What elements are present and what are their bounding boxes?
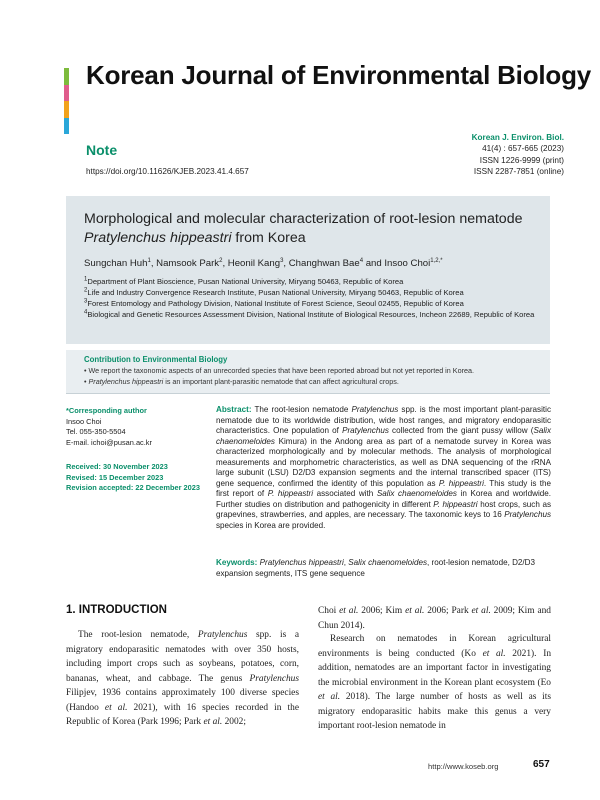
keyword-separator: , [343, 558, 349, 567]
abstract-italic: Salix chaenomeloides [376, 489, 457, 499]
abstract [216, 405, 551, 532]
journal-color-bar [64, 68, 69, 134]
author-separator: , [283, 258, 289, 269]
abstract-text: species in Korea are provided. [216, 521, 326, 531]
correspondence-block [66, 406, 216, 448]
title-part: from Korea [231, 230, 306, 246]
contribution-item [84, 377, 539, 388]
received-value: 30 November 2023 [100, 462, 168, 471]
corresponding-author-name: Insoo Choi [66, 416, 102, 426]
abstract-italic: Pratylenchus [351, 405, 399, 414]
accepted-label: Revision accepted: [66, 483, 134, 492]
color-stripe-blue [64, 118, 69, 135]
section-heading: 1. INTRODUCTION [66, 604, 167, 616]
body-text: Filipjev, 1936 contains approximately 100 diverse species (Handoo [66, 688, 299, 713]
author-name: Heonil Kang [227, 258, 281, 269]
abstract-italic: Salix chaenomeloides [216, 426, 551, 446]
accepted-date [66, 483, 216, 494]
author-affil-mark: 3 [280, 257, 284, 264]
abstract-italic: Pratylenchus [342, 426, 389, 436]
body-italic: et al. [203, 717, 223, 727]
affiliation-item [84, 287, 539, 298]
corresponding-author-heading: *Corresponding author [66, 406, 147, 415]
keyword-italic: Salix chaenomeloides [348, 558, 428, 567]
affiliation-number: 2 [84, 287, 88, 294]
abstract-text: Kimura) in the Andong area as part of a nematode survey in Korea was characterized morphologically and by molecular methods. The analysis of morphological measurements and morphometric characteristics, as well as DNA sequencing of the rRNA large subunit (LSU) D2/D3 expansion segments and the internal transcribed spacer (ITS) gene sequence, confirmed the identity of this population as [216, 436, 551, 488]
body-text: 2021), with 16 species recorded in the Republic of Korea (Park 1996; Park [66, 702, 299, 727]
intro-paragraph-continued [318, 604, 551, 633]
abstract-italic: Pratylenchus [504, 510, 551, 520]
keywords [216, 557, 551, 579]
volume-pages: 41(4) : 657-665 (2023) [482, 144, 564, 154]
abstract-text: in Korea and worldwide. Further studies on distribution and pathogenicity in different [216, 489, 551, 509]
keyword-text: , root-lesion nematode, D2/D3 expansion segments, ITS gene sequence [216, 558, 536, 578]
body-italic: et al. [318, 692, 341, 702]
revised-label: Revised: [66, 472, 97, 482]
abstract-italic: P. hippeastri [433, 499, 478, 509]
author-separator: , [150, 258, 157, 269]
footer-url[interactable]: http://www.koseb.org [428, 762, 499, 771]
affiliation-text: Forest Entomology and Pathology Division, National Institute of Forest Science, Seoul 02455, Republic of Korea [87, 299, 464, 308]
journal-info [472, 132, 564, 177]
affiliations [84, 276, 539, 320]
affiliation-number: 4 [84, 309, 88, 316]
author-and: and [363, 258, 385, 269]
author-affil-mark: 1 [147, 257, 151, 264]
contribution-text: We report the taxonomic aspects of an unrecorded species that have been reported abroad but not yet reported in Korea. [88, 366, 474, 375]
author-affil-mark: 1,2,* [430, 257, 443, 264]
body-italic: Pratylenchus [249, 673, 299, 684]
journal-title: Korean Journal of Environmental Biology [86, 60, 592, 90]
body-text: 2018). The large number of hosts as well as its migratory endoparasitic habits make this genus a very important root-lesion nematode in [318, 692, 551, 731]
color-stripe-pink [64, 85, 69, 102]
affiliation-text: Biological and Genetic Resources Assessment Division, National Institute of Biological Resources, Incheon 22689, Republic of Korea [87, 310, 535, 319]
author-name: Namsook Park [156, 258, 220, 269]
body-italic: et al. [471, 606, 491, 616]
author-affil-mark: 2 [219, 257, 223, 264]
body-italic: et al. [482, 648, 506, 659]
intro-paragraph [66, 628, 299, 730]
abstract-italic: P. hippeastri [438, 478, 484, 488]
article-type: Note [86, 142, 118, 158]
abstract-text: collected from the giant pussy willow ( [388, 426, 534, 436]
corresponding-author-email[interactable]: E-mail. ichoi@pusan.ac.kr [66, 437, 152, 447]
body-italic: et al. [405, 606, 425, 616]
color-stripe-orange [64, 101, 69, 118]
body-italic: Pratylenchus [197, 630, 248, 640]
abstract-text: . This study is the first report of [216, 478, 551, 499]
affiliation-item [84, 298, 539, 309]
affiliation-item [84, 276, 539, 287]
revised-value: 15 December 2023 [96, 472, 164, 482]
affiliation-number: 3 [84, 298, 88, 305]
author-list [84, 258, 443, 269]
keywords-label: Keywords: [216, 558, 258, 567]
received-label: Received: [66, 462, 101, 471]
title-species: Pratylenchus hippeastri [84, 230, 232, 246]
abstract-text: spp. is the most important plant-parasitic nematode due to its worldwide distribution, wide host ranges, and migratory endoparasitic characteristics. One population of [216, 405, 551, 436]
received-date [66, 462, 216, 473]
body-text: 2002; [222, 717, 246, 727]
body-text: 2006; Kim [358, 606, 406, 616]
contribution-item [84, 366, 539, 377]
author-name: Changhwan Bae [288, 258, 360, 269]
issn-print: ISSN 1226-9999 (print) [479, 155, 564, 165]
keyword-italic: Pratylenchus hippeastri [259, 558, 344, 567]
accepted-value: 22 December 2023 [133, 483, 200, 492]
body-text: Research on nematodes in Korean agricultural environments is being conducted (Ko [318, 634, 551, 659]
corresponding-author-tel: Tel. 055-350-5504 [66, 427, 126, 436]
abstract-text: host crops, such as grapevines, strawberries, and apples, are necessary. The taxonomic keys to 16 [216, 499, 552, 520]
author-affil-mark: 4 [359, 257, 364, 264]
page-number: 657 [533, 759, 550, 770]
dates-block [66, 462, 216, 494]
affiliation-item [84, 309, 539, 320]
body-text: spp. is a migratory endoparasitic nematodes with over 350 hosts, including import crops such as soybeans, potatoes, corn, bananas, wheat, and cabbage. The genus [66, 630, 300, 684]
abstract-text: associated with [313, 489, 377, 499]
body-text: 2021). In addition, nematodes are an important factor in investigating the microbial environment in the Korean plant ecosystem (Eo [318, 648, 552, 688]
contribution-list [84, 366, 539, 387]
paper-title [84, 210, 534, 248]
intro-paragraph [318, 632, 551, 734]
author-separator: , [222, 258, 228, 269]
doi-link[interactable]: https://doi.org/10.11626/KJEB.2023.41.4.657 [86, 167, 249, 176]
contribution-text: is an important plant-parasitic nematode that can affect agricultural crops. [163, 376, 399, 386]
body-text: 2006; Park [424, 606, 472, 616]
affiliation-number: 1 [84, 276, 88, 283]
journal-abbreviation: Korean J. Environ. Biol. [471, 133, 564, 142]
affiliation-text: Life and Industry Convergence Research Institute, Pusan National University, Miryang 50463, Republic of Korea [87, 288, 464, 297]
body-italic: et al. [104, 702, 128, 713]
body-text: Choi [318, 606, 340, 616]
body-text: The root-lesion nematode, [78, 630, 198, 640]
abstract-italic: P. hippeastri [267, 489, 314, 499]
body-text: 2009; Kim and Chun 2014). [318, 606, 551, 631]
abstract-text: The root-lesion nematode [251, 405, 352, 414]
body-italic: et al. [339, 606, 359, 616]
contribution-species: Pratylenchus hippeastri [88, 376, 164, 386]
abstract-label: Abstract: [216, 405, 252, 414]
revised-date [66, 473, 216, 484]
affiliation-text: Department of Plant Bioscience, Pusan National University, Miryang 50463, Republic of Korea [87, 277, 404, 286]
contribution-heading: Contribution to Environmental Biology [84, 355, 228, 364]
author-name: Sungchan Huh [84, 258, 148, 269]
issn-online: ISSN 2287-7851 (online) [473, 166, 564, 176]
color-stripe-green [64, 68, 69, 85]
title-part: Morphological and molecular characterization of root-lesion nematode [84, 211, 523, 227]
author-name: Insoo Choi [384, 258, 431, 269]
